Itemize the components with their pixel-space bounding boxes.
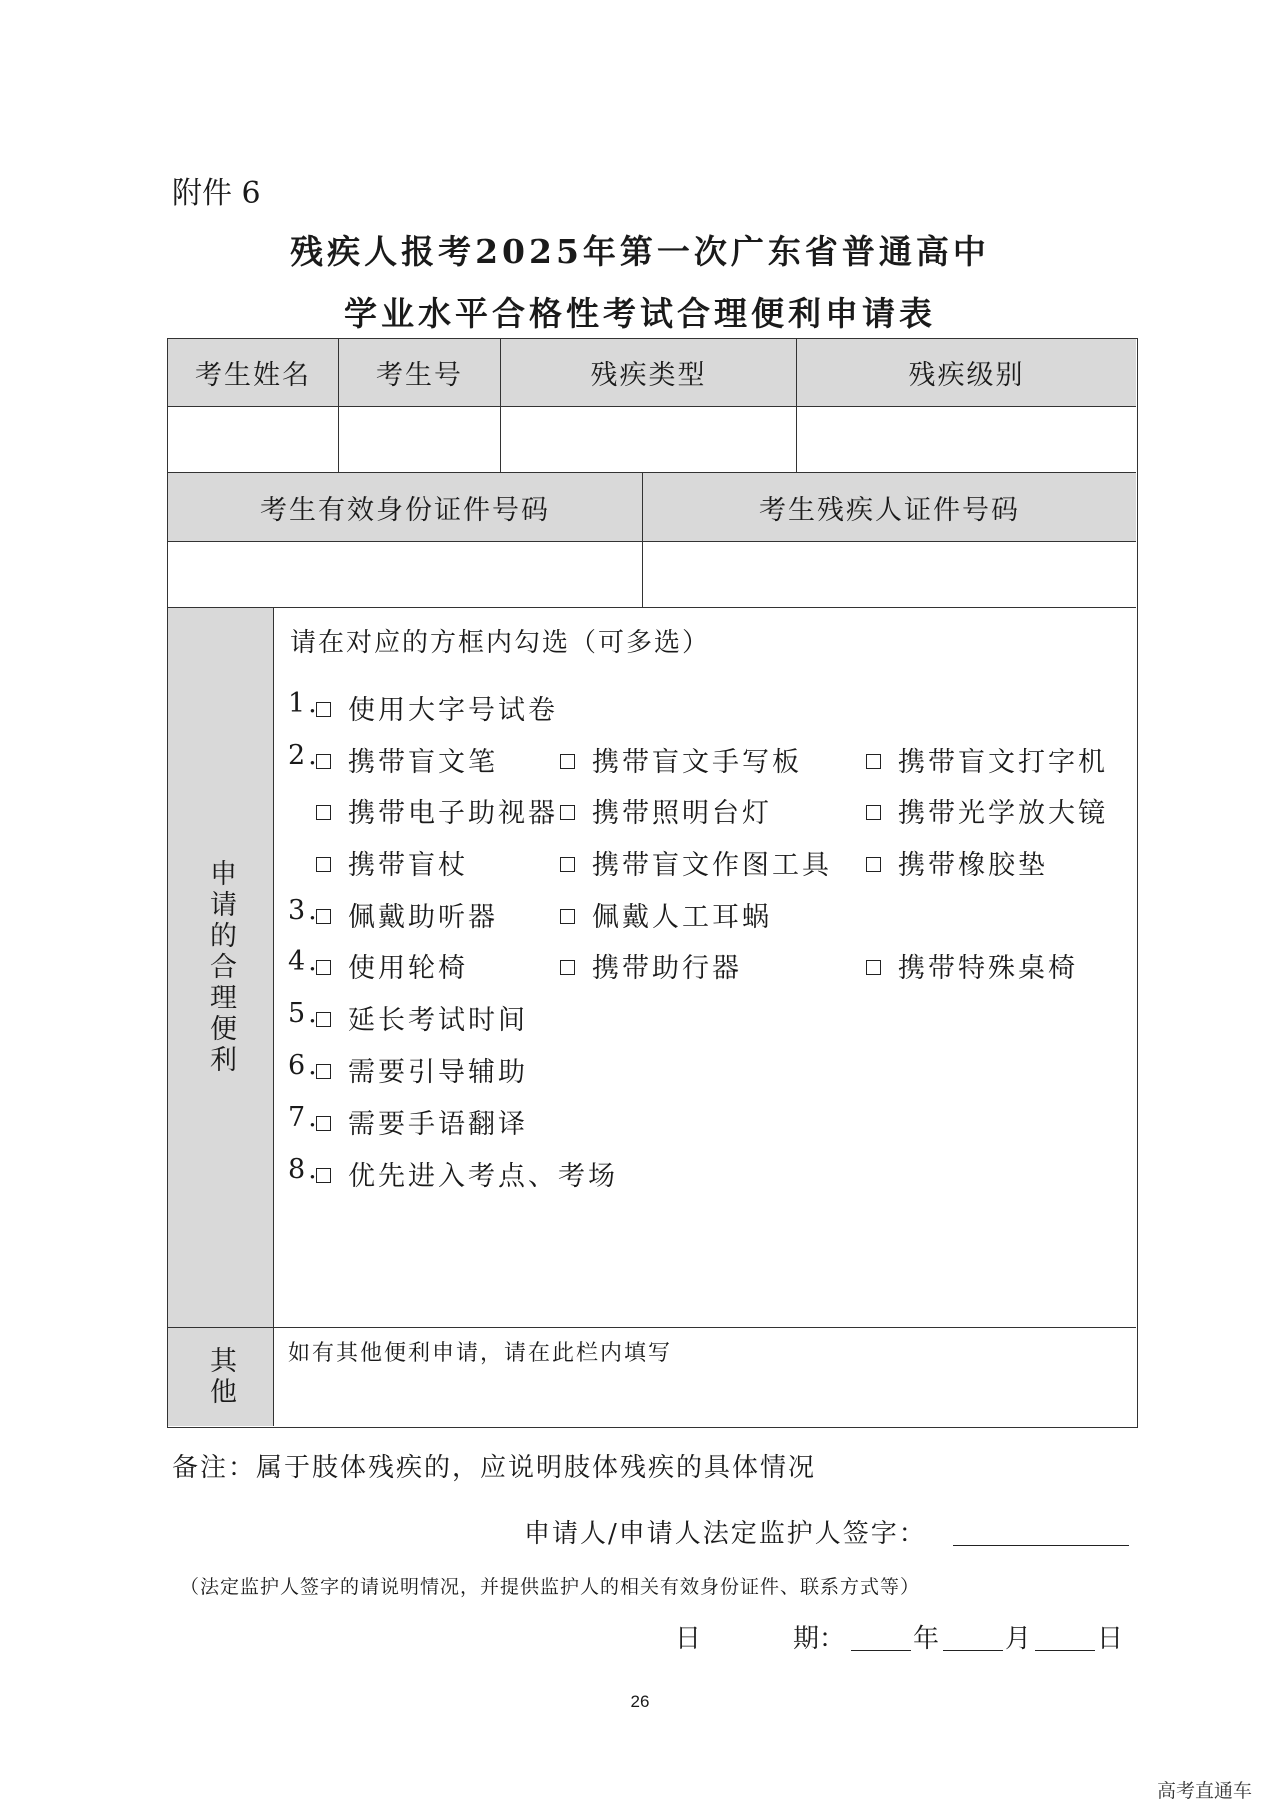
- option-row: [274, 791, 1136, 831]
- option-item[interactable]: 携带照明台灯: [560, 791, 772, 830]
- month-field[interactable]: [943, 1650, 1003, 1651]
- checkbox[interactable]: [866, 805, 881, 820]
- option-row: [274, 998, 1136, 1038]
- date-label-ri: 日: [675, 1624, 702, 1654]
- option-row: [274, 843, 1136, 883]
- attachment-label: 附件 6: [172, 176, 261, 211]
- option-item[interactable]: 佩戴人工耳蜗: [560, 895, 772, 934]
- option-item[interactable]: 佩戴助听器: [316, 895, 498, 934]
- accommodation-label: 申请的合理便利: [205, 859, 236, 1076]
- instruction-text: 请在对应的方框内勾选（可多选）: [290, 628, 711, 658]
- option-item[interactable]: 携带电子助视器: [316, 791, 558, 830]
- accommodation-options: [274, 608, 1136, 1328]
- checkbox[interactable]: [560, 754, 575, 769]
- option-row: [274, 740, 1136, 780]
- option-row: [274, 688, 1136, 728]
- option-number: 4.: [288, 946, 320, 977]
- option-row: [274, 1050, 1136, 1090]
- option-item[interactable]: 携带盲文笔: [316, 740, 498, 779]
- exam-number-field[interactable]: [339, 407, 501, 473]
- checkbox[interactable]: [866, 754, 881, 769]
- page-number: 26: [630, 1692, 650, 1711]
- signature-label: 申请人/申请人法定监护人签字：: [524, 1519, 927, 1549]
- accommodation-label-cell: [168, 608, 274, 1328]
- option-item[interactable]: 需要手语翻译: [316, 1102, 528, 1141]
- id-number-field[interactable]: [168, 542, 643, 608]
- month-label: 月: [1005, 1624, 1032, 1654]
- checkbox[interactable]: [560, 805, 575, 820]
- checkbox[interactable]: [560, 909, 575, 924]
- option-item[interactable]: 延长考试时间: [316, 998, 528, 1037]
- checkbox[interactable]: [560, 960, 575, 975]
- option-item[interactable]: 携带橡胶垫: [866, 843, 1048, 882]
- watermark: 高考直通车: [1156, 1781, 1252, 1802]
- disability-level-field[interactable]: [797, 407, 1136, 473]
- header-id-number: 考生有效身份证件号码: [168, 473, 643, 542]
- option-number: 7.: [288, 1102, 320, 1133]
- year-field[interactable]: [851, 1650, 911, 1651]
- checkbox[interactable]: [316, 1064, 331, 1079]
- day-label: 日: [1097, 1624, 1124, 1654]
- other-label: 其他: [205, 1346, 236, 1408]
- other-hint-text: 如有其他便利申请，请在此栏内填写: [288, 1341, 673, 1366]
- checkbox[interactable]: [866, 960, 881, 975]
- signature-line[interactable]: [953, 1545, 1129, 1546]
- option-number: 6.: [288, 1050, 320, 1081]
- header-name: 考生姓名: [168, 339, 339, 407]
- checkbox[interactable]: [316, 960, 331, 975]
- option-number: 1.: [288, 688, 320, 719]
- header-disability-type: 残疾类型: [501, 339, 797, 407]
- option-item[interactable]: 携带盲文手写板: [560, 740, 802, 779]
- checkbox[interactable]: [866, 857, 881, 872]
- option-item[interactable]: 使用轮椅: [316, 946, 468, 985]
- option-item[interactable]: 需要引导辅助: [316, 1050, 528, 1089]
- other-input-field[interactable]: [274, 1328, 1136, 1426]
- option-item[interactable]: 优先进入考点、考场: [316, 1154, 618, 1193]
- guardian-note: （法定监护人签字的请说明情况，并提供监护人的相关有效身份证件、联系方式等）: [180, 1576, 921, 1598]
- checkbox[interactable]: [316, 1116, 331, 1131]
- option-item[interactable]: 使用大字号试卷: [316, 688, 558, 727]
- other-label-cell: [168, 1328, 274, 1426]
- name-field[interactable]: [168, 407, 339, 473]
- option-item[interactable]: 携带助行器: [560, 946, 742, 985]
- option-item[interactable]: 携带盲杖: [316, 843, 468, 882]
- disability-type-field[interactable]: [501, 407, 797, 473]
- option-number: 8.: [288, 1154, 320, 1185]
- form-title-line1: 残疾人报考2025年第一次广东省普通高中: [290, 232, 990, 271]
- option-item[interactable]: 携带盲文作图工具: [560, 843, 832, 882]
- option-item[interactable]: 携带光学放大镜: [866, 791, 1108, 830]
- checkbox[interactable]: [316, 857, 331, 872]
- checkbox[interactable]: [316, 909, 331, 924]
- year-label: 年: [913, 1624, 940, 1654]
- option-number: 2.: [288, 740, 320, 771]
- checkbox[interactable]: [316, 1012, 331, 1027]
- header-disability-cert-number: 考生残疾人证件号码: [643, 473, 1136, 542]
- option-row: [274, 1154, 1136, 1194]
- option-row: [274, 895, 1136, 935]
- day-field[interactable]: [1035, 1650, 1095, 1651]
- checkbox[interactable]: [316, 1168, 331, 1183]
- checkbox[interactable]: [560, 857, 575, 872]
- form-title-line2: 学业水平合格性考试合理便利申请表: [344, 294, 936, 333]
- option-number: 3.: [288, 895, 320, 926]
- option-row: [274, 1102, 1136, 1142]
- option-item[interactable]: 携带特殊桌椅: [866, 946, 1078, 985]
- option-number: 5.: [288, 998, 320, 1029]
- header-exam-number: 考生号: [339, 339, 501, 407]
- option-item[interactable]: 携带盲文打字机: [866, 740, 1108, 779]
- date-label-qi: 期：: [793, 1624, 846, 1654]
- checkbox[interactable]: [316, 702, 331, 717]
- option-row: [274, 946, 1136, 986]
- remark-note: 备注：属于肢体残疾的，应说明肢体残疾的具体情况: [172, 1453, 817, 1483]
- checkbox[interactable]: [316, 805, 331, 820]
- application-form-table: [167, 338, 1138, 1428]
- checkbox[interactable]: [316, 754, 331, 769]
- header-disability-level: 残疾级别: [797, 339, 1136, 407]
- disability-cert-number-field[interactable]: [643, 542, 1136, 608]
